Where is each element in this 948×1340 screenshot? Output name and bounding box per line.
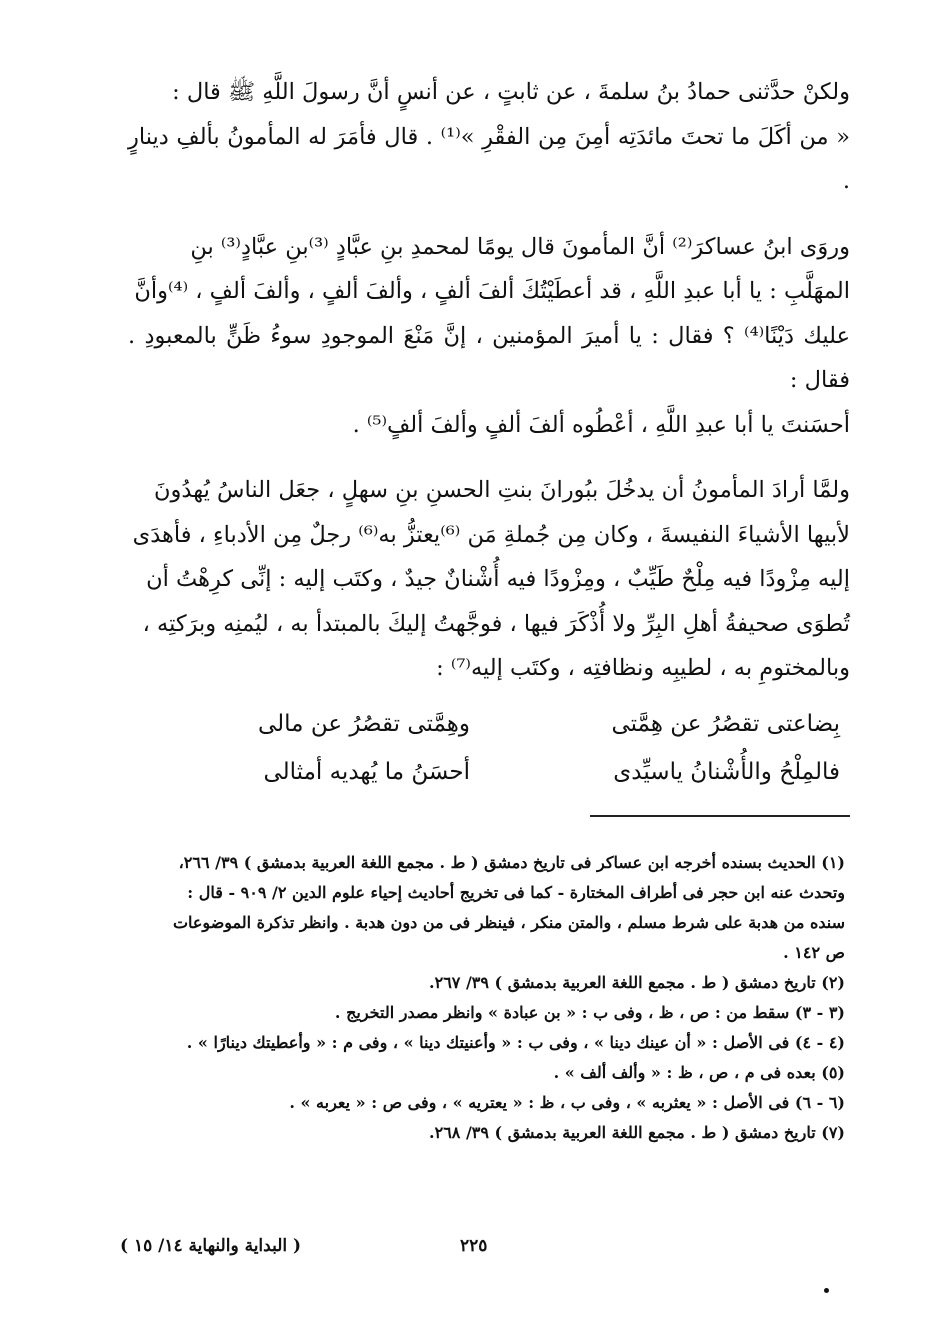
main-text [128,70,850,712]
text-line: إليه مِزْودًا فيه مِلْحٌ طَيِّبٌ ، ومِزْودًا فيه أُشْنانٌ جيدٌ ، وكتَب إليه : إنِّى كرِهْتُ أن [146,566,850,592]
footnote-line: (١) الحديث بسنده أخرجه ابن عساكر فى تاريخ دمشق ( ط . مجمع اللغة العربية بدمشق ) ٣٩/ ٢٦٦، [178,853,845,872]
footnote-line: (٣ - ٣) سقط من : ص ، ظ ، وفى ب : « بن عبادة » وانظر مصدر التخريج . [334,1003,845,1022]
poem-second-hemistich: أحسَنُ ما يُهديه أمثالى [263,759,470,785]
footnote-line: (٧) تاريخ دمشق ( ط . مجمع اللغة العربية بدمشق ) ٣٩/ ٢٦٨. [429,1123,845,1142]
text-line: ولكنْ حدَّثنى حمادُ بنُ سلمةَ ، عن ثابتٍ ، عن أنسٍ أنَّ رسولَ اللَّهِ ﷺ قال : [172,79,850,105]
poem-second-hemistich: وهِمَّتى تقصُرُ عن مالى [258,711,470,737]
footnote-line: (٢) تاريخ دمشق ( ط . مجمع اللغة العربية بدمشق ) ٣٩/ ٢٦٧. [429,973,845,992]
poem-verse [140,748,840,796]
poem-first-hemistich: فالمِلْحُ والأُشْنانُ ياسيِّدى [613,759,840,785]
footnote-line: (٥) بعده فى م ، ص ، ظ : « وألف ألف » . [553,1063,845,1082]
footnote-line: ص ١٤٢ . [783,943,845,962]
poem-verse [140,700,840,748]
footnote-line: (٦ - ٦) فى الأصل : « يعثربه » ، وفى ب ، ظ : « يعتريه » ، وفى ص : « يعربه » . [289,1093,845,1112]
footnote-line: سنده من هدبة على شرط مسلم ، والمتن منكر ، فينظر فى من دون هدبة . وانظر تذكرة الموضوعات [172,913,845,932]
text-line: « من أكَلَ ما تحتَ مائدَتِه أمِنَ مِن الفقْرِ »⁽¹⁾ . قال فأمَرَ له المأمونُ بألفِ دينارٍ . [128,123,850,194]
paragraph-buran [128,468,850,691]
text-line: وروَى ابنُ عساكرَ⁽²⁾ أنَّ المأمونَ قال يومًا لمحمدِ بنِ عبَّادٍ ⁽³⁾بنِ عبَّادٍ⁽³⁾ بنِ [190,233,850,260]
text-line: وبالمختومِ به ، لطيبِه ونظافتِه ، وكتَب إليه⁽⁷⁾ : [436,655,850,681]
text-line: أحسَنتَ يا أبا عبدِ اللَّهِ ، أعْطُوه ألفَ ألفٍ وألفَ ألفٍ⁽⁵⁾ . [352,411,850,438]
footnote-separator [590,815,850,817]
footnote-line: وتحدث عنه ابن حجر فى أطراف المختارة - كما فى تخريج أحاديث إحياء علوم الدين ٢/ ٩٠٩ - قال : [187,883,845,902]
text-line: تُطوَى صحيفةُ أهلِ البِرِّ ولا أُذْكَرَ فيها ، فوجَّهتُ إليكَ بالمبتدأ به ، ليُمنِه وبرَكتِه ، [142,610,850,637]
text-line: المهَلَّبِ : يا أبا عبدِ اللَّهِ ، قد أعطَيْتُكَ ألفَ ألفٍ ، وألفَ ألفٍ ، وألفَ ألفٍ ، ⁽⁴⁾وأنَّ [134,278,850,304]
paragraph-hadith [128,70,850,204]
text-line: لأبيها الأشياءَ النفيسةَ ، وكان مِن جُملةِ مَن ⁽⁶⁾يعتزُّ به⁽⁶⁾ رجلٌ مِن الأدباءِ ، فأهدَى [132,521,850,548]
footnotes [120,848,845,1148]
print-mark [824,1288,829,1293]
poem-first-hemistich: بِضاعتى تقصُرُ عن هِمَّتى [611,711,840,737]
poem [140,700,840,796]
text-line: ولمَّا أرادَ المأمونُ أن يدخُلَ ببُورانَ بنتِ الحسنِ بنِ سهلٍ ، جعَل الناسُ يُهدُونَ [154,477,850,503]
text-line: عليك دَيْنًا⁽⁴⁾ ؟ فقال : يا أميرَ المؤمنين ، إنَّ مَنْعَ الموجودِ سوءُ ظَنٍّ بالمعبودِ . فقال : [128,322,851,393]
footnote-line: (٤ - ٤) فى الأصل : « أن عينك دينا » ، وفى ب : « وأعنيتك دينا » ، وفى م : « وأعطيتك دينارًا » . [186,1033,845,1052]
page-footer [120,1236,845,1266]
paragraph-ibn-asakir [128,225,850,448]
page-number: ٢٢٥ [460,1236,488,1256]
source-reference: ( البداية والنهاية ١٤/ ١٥ ) [120,1236,302,1256]
